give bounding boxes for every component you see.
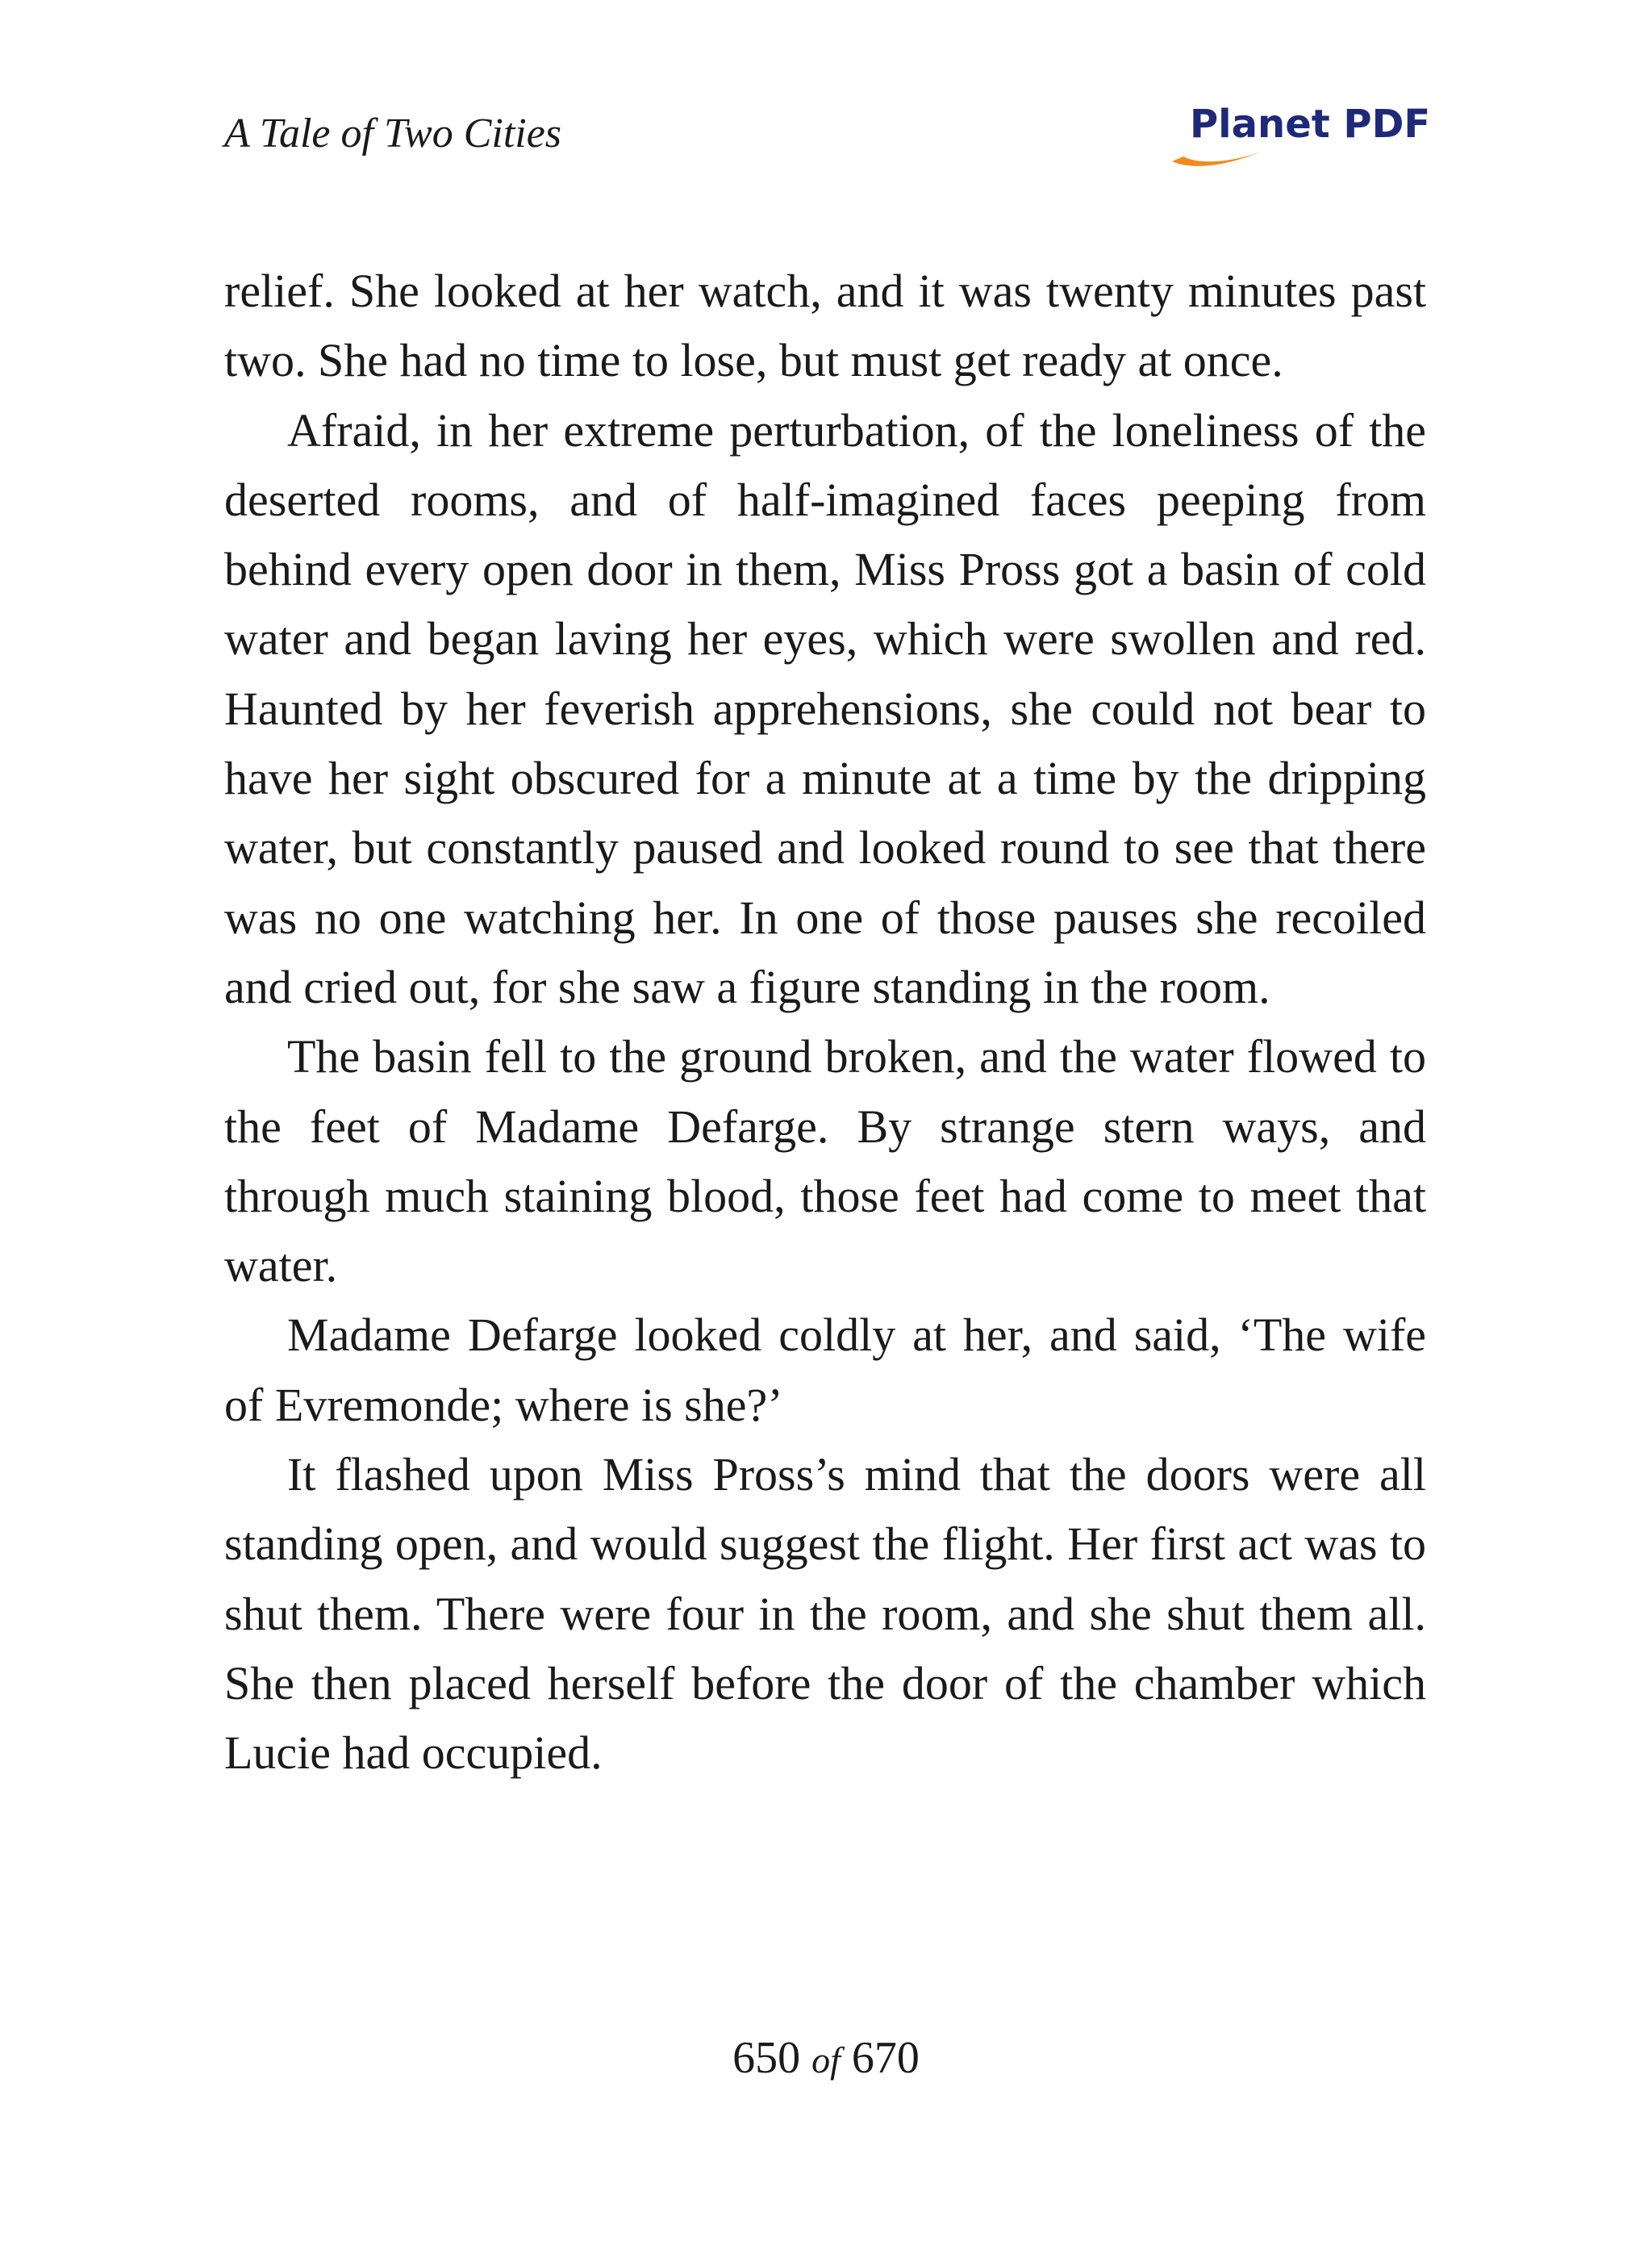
paragraph-4: Madame Defarge looked coldly at her, and said, ‘The wife of Evremonde; where is she?’: [224, 1309, 1426, 1431]
planet-pdf-logo[interactable]: [1166, 95, 1431, 176]
paragraph-5: It flashed upon Miss Pross’s mind that the doors were all standing open, and would suggest the flight. Her first act was to shut them. There were four in the room, and she shut them all. She then placed herself before the door of the chamber which Lucie had occupied.: [224, 1448, 1426, 1780]
total-pages: 670: [851, 2033, 920, 2083]
paragraph-3: The basin fell to the ground broken, and the water flowed to the feet of Madame Defarge. By strange stern ways, and through much staining blood, those feet had come to meet that water.: [224, 1030, 1426, 1292]
body-text: [224, 257, 1426, 1789]
running-header-title: A Tale of Two Cities: [224, 111, 562, 157]
current-page: 650: [732, 2033, 801, 2083]
logo-text: Planet PDF: [1190, 102, 1431, 147]
page-number: [0, 2029, 1652, 2089]
paragraph-1: relief. She looked at her watch, and it was twenty minutes past two. She had no time to lose, but must get ready at once.: [224, 265, 1426, 387]
paragraph-2: Afraid, in her extreme perturbation, of the loneliness of the deserted rooms, and of half-imagined faces peeping from behind every open door in them, Miss Pross got a basin of cold water and began laving her eyes, which were swollen and red. Haunted by her feverish apprehensions, she could not bear to have her sight obscured for a minute at a time by the dripping water, but constantly paused and looked round to see that there was no one watching her. In one of those pauses she recoiled and cried out, for she saw a figure standing in the room.: [224, 403, 1426, 1013]
page-of-label: of: [811, 2039, 841, 2081]
